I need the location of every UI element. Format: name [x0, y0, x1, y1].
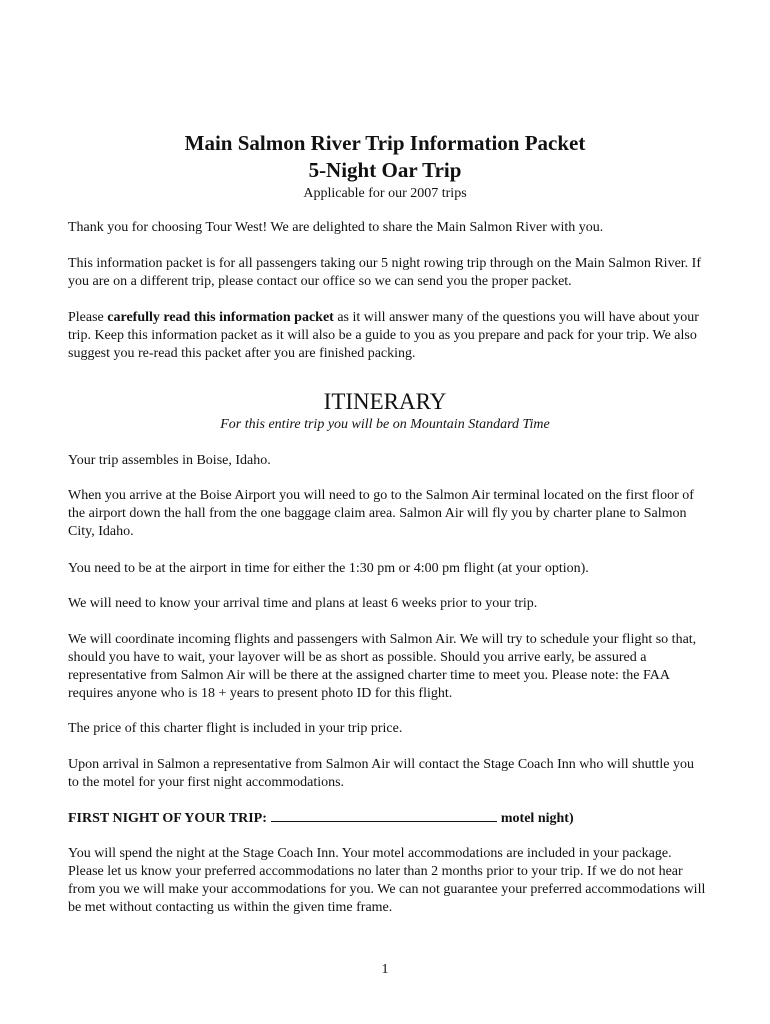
- first-night-label: FIRST NIGHT OF YOUR TRIP:: [68, 811, 267, 826]
- read-suffix: as it will answer many of the questions you will have about your trip. Keep this information packet as it will also be a guide to you as you prepare and pack for your trip. We also suggest you re-read this packet after you are finished packing.: [68, 310, 699, 361]
- itinerary-paragraph-shuttle: Upon arrival in Salmon a representative from Salmon Air will contact the Stage Coach Inn who will shuttle you to the motel for your first night accommodations.: [68, 757, 694, 790]
- itinerary-paragraph-coordination: We will coordinate incoming flights and passengers with Salmon Air. We will try to schedule your flight so that, should you have to wait, your layover will be as short as possible. Should you arrive early, be assured a representative from Salmon Air will be there at the assigned charter time to meet you. Please note: the FAA requires anyone who is 18 + years to present photo ID for this flight.: [68, 632, 697, 701]
- first-night-blank: [271, 809, 497, 822]
- document-title: Main Salmon River Trip Information Packet: [184, 131, 586, 155]
- intro-paragraph-read-carefully: [68, 309, 708, 363]
- itinerary-paragraph-arrival-notice: We will need to know your arrival time and plans at least 6 weeks prior to your trip.: [68, 596, 538, 611]
- document-subtitle: 5-Night Oar Trip: [308, 158, 462, 182]
- first-night-line: [68, 809, 708, 828]
- applicable-note: Applicable for our 2007 trips: [303, 186, 467, 201]
- itinerary-paragraph-flight-times: You need to be at the airport in time for either the 1:30 pm or 4:00 pm flight (at your option).: [68, 561, 589, 576]
- itinerary-paragraph-motel: You will spend the night at the Stage Coach Inn. Your motel accommodations are included in your package. Please let us know your preferred accommodations no later than 2 months prior to your trip. If we do not hear from you we will make your accommodations for you. We can not guarantee your preferred accommodations will be met without contacting us within the given time frame.: [68, 846, 706, 915]
- timezone-note: For this entire trip you will be on Mountain Standard Time: [220, 417, 550, 432]
- itinerary-heading: ITINERARY: [323, 389, 447, 414]
- intro-paragraph-packet-scope: This information packet is for all passengers taking our 5 night rowing trip through on the Main Salmon River. If you are on a different trip, please contact our office so we can send you the proper packet.: [68, 256, 702, 289]
- read-emphasis: carefully read this information packet: [107, 310, 334, 325]
- read-prefix: Please: [68, 310, 108, 325]
- page-number: 1: [381, 962, 389, 977]
- first-night-suffix: motel night): [500, 811, 574, 826]
- itinerary-paragraph-airport: When you arrive at the Boise Airport you will need to go to the Salmon Air terminal located on the first floor of the airport down the hall from the one baggage claim area. Salmon Air will fly you by charter plane to Salmon City, Idaho.: [68, 488, 694, 539]
- itinerary-paragraph-assembly: Your trip assembles in Boise, Idaho.: [68, 453, 271, 468]
- intro-paragraph-thanks: Thank you for choosing Tour West! We are delighted to share the Main Salmon River with you.: [68, 220, 604, 235]
- itinerary-paragraph-price: The price of this charter flight is included in your trip price.: [68, 721, 403, 736]
